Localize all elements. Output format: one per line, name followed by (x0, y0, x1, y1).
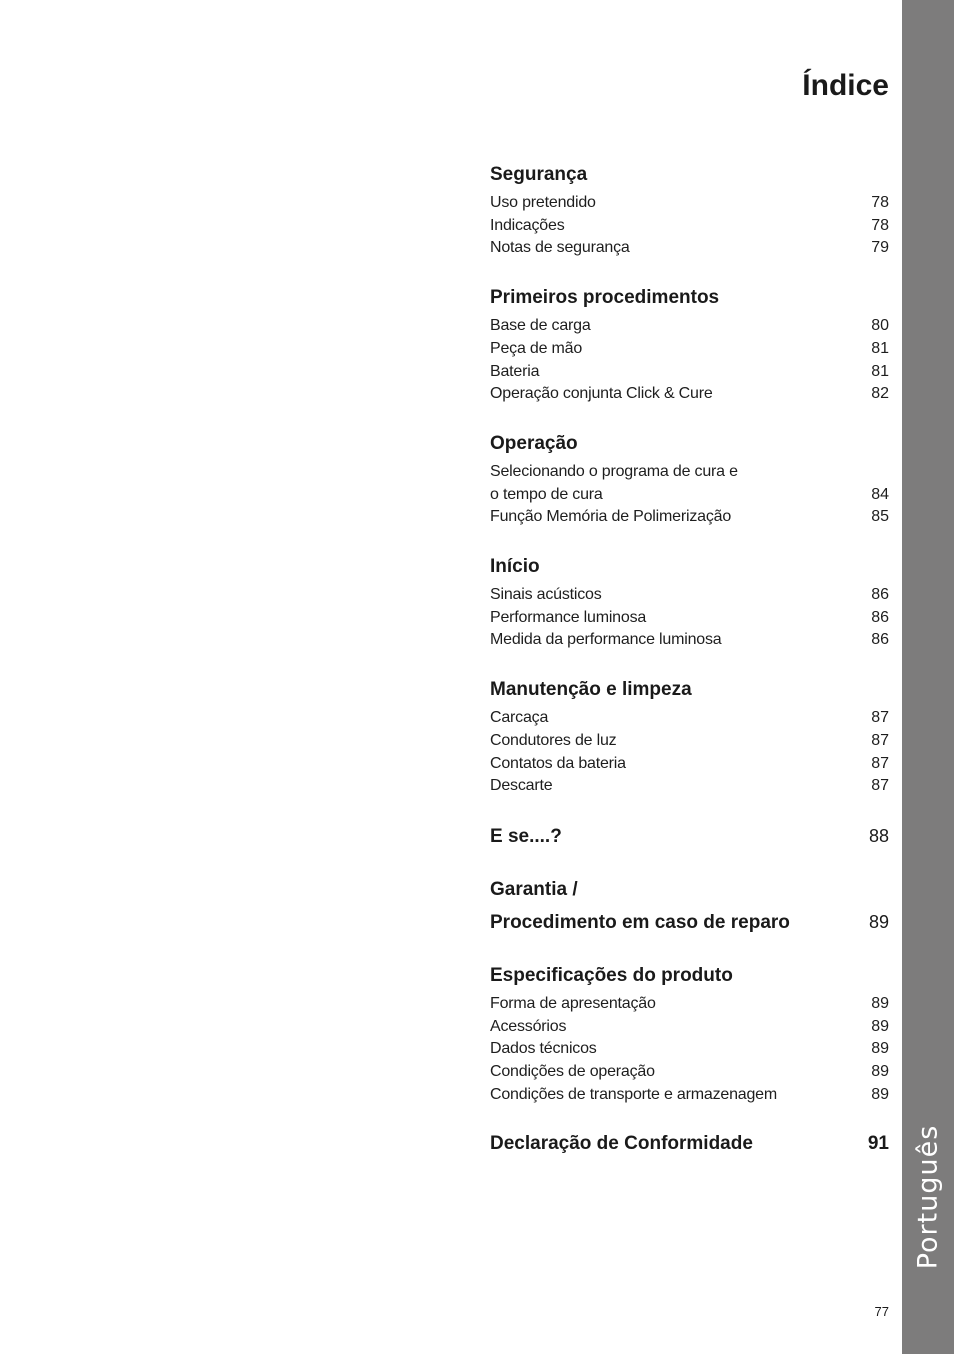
page-number: 78 (871, 194, 889, 211)
section-title[interactable]: Segurança (490, 164, 588, 185)
toc-entry[interactable]: Bateria 81 (490, 361, 889, 384)
section-title[interactable]: Declaração de Conformidade 91 (490, 1129, 889, 1159)
page-number: 85 (871, 508, 889, 526)
page-number: 82 (871, 385, 889, 403)
table-of-contents (490, 160, 889, 1181)
language-side-tab (902, 0, 954, 1354)
section-title[interactable]: Manutenção e limpeza (490, 679, 692, 701)
page-number: 86 (871, 586, 889, 604)
toc-entry[interactable]: Performance luminosa 86 (490, 607, 889, 630)
page-number: 79 (871, 239, 889, 257)
toc-entry[interactable]: Carcaça 87 (490, 707, 889, 730)
page-number: 89 (871, 1017, 889, 1035)
page-number: 88 (868, 825, 889, 846)
page-number: 81 (871, 362, 889, 380)
toc-entry[interactable]: Sinais acústicos 86 (490, 584, 889, 607)
toc-entry[interactable]: Indicações 78 (490, 215, 889, 238)
toc-entry[interactable]: Base de carga 80 (490, 315, 889, 338)
toc-section-seguranca (490, 160, 889, 260)
page-number: 91 (867, 1133, 889, 1155)
toc-entry[interactable]: o tempo de cura 84 (490, 484, 889, 507)
toc-entry[interactable]: Descarte 87 (490, 775, 889, 798)
toc-section-inicio (490, 552, 889, 652)
toc-entry[interactable]: Forma de apresentação 89 (490, 993, 889, 1016)
toc-section-e-se (490, 821, 889, 852)
toc-section-manutencao-e-limpeza (490, 675, 889, 798)
page-number: 87 (871, 754, 889, 772)
page-number: 80 (871, 317, 889, 335)
toc-entry[interactable]: Medida da performance luminosa 86 (490, 629, 889, 652)
page-number: 89 (871, 994, 889, 1012)
toc-section-primeiros-procedimentos (490, 283, 889, 406)
page-number: 78 (871, 216, 889, 234)
toc-entry[interactable]: Notas de segurança 79 (490, 237, 889, 260)
section-title[interactable]: Primeiros procedimentos (490, 287, 720, 309)
page-number: 89 (871, 1085, 889, 1103)
page-title: Índice (802, 69, 889, 102)
section-title[interactable]: Operação (490, 432, 578, 454)
page-number: 89 (871, 1040, 889, 1058)
toc-entry[interactable]: Condições de transporte e armazenagem 89 (490, 1084, 889, 1107)
page-number: 86 (871, 608, 889, 626)
toc-entry[interactable]: Contatos da bateria 87 (490, 753, 889, 776)
toc-section-garantia (490, 874, 889, 939)
toc-entry[interactable]: Operação conjunta Click & Cure 82 (490, 383, 889, 406)
section-title[interactable]: Início (490, 556, 540, 578)
toc-entry[interactable]: Uso pretendido 78 (490, 192, 889, 215)
language-tab-label: Português (912, 1124, 944, 1270)
toc-entry[interactable]: Função Memória de Polimerização 85 (490, 506, 889, 529)
toc-entry[interactable]: Condições de operação 89 (490, 1061, 889, 1084)
page-number: 89 (868, 911, 889, 932)
toc-entry[interactable]: Condutores de luz 87 (490, 730, 889, 753)
section-title[interactable]: Garantia / Procedimento em caso de reparo 89 (490, 874, 889, 939)
toc-section-especificacoes (490, 961, 889, 1107)
section-title[interactable]: E se....? 88 (490, 821, 889, 852)
footer-page-number: 77 (874, 1304, 889, 1319)
toc-entry[interactable]: Peça de mão 81 (490, 338, 889, 361)
toc-section-declaracao (490, 1129, 889, 1159)
page-number: 87 (871, 731, 889, 749)
page-number: 81 (871, 339, 889, 357)
page-number: 87 (871, 709, 889, 727)
page-number: 89 (871, 1063, 889, 1081)
page-number: 86 (871, 631, 889, 649)
page-number: 84 (871, 485, 889, 503)
toc-section-operacao (490, 429, 889, 529)
section-title[interactable]: Especificações do produto (490, 964, 733, 986)
toc-entry[interactable]: Acessórios 89 (490, 1016, 889, 1039)
page-number: 87 (871, 777, 889, 795)
toc-entry[interactable]: Selecionando o programa de cura e (490, 462, 738, 480)
toc-entry[interactable]: Dados técnicos 89 (490, 1038, 889, 1061)
